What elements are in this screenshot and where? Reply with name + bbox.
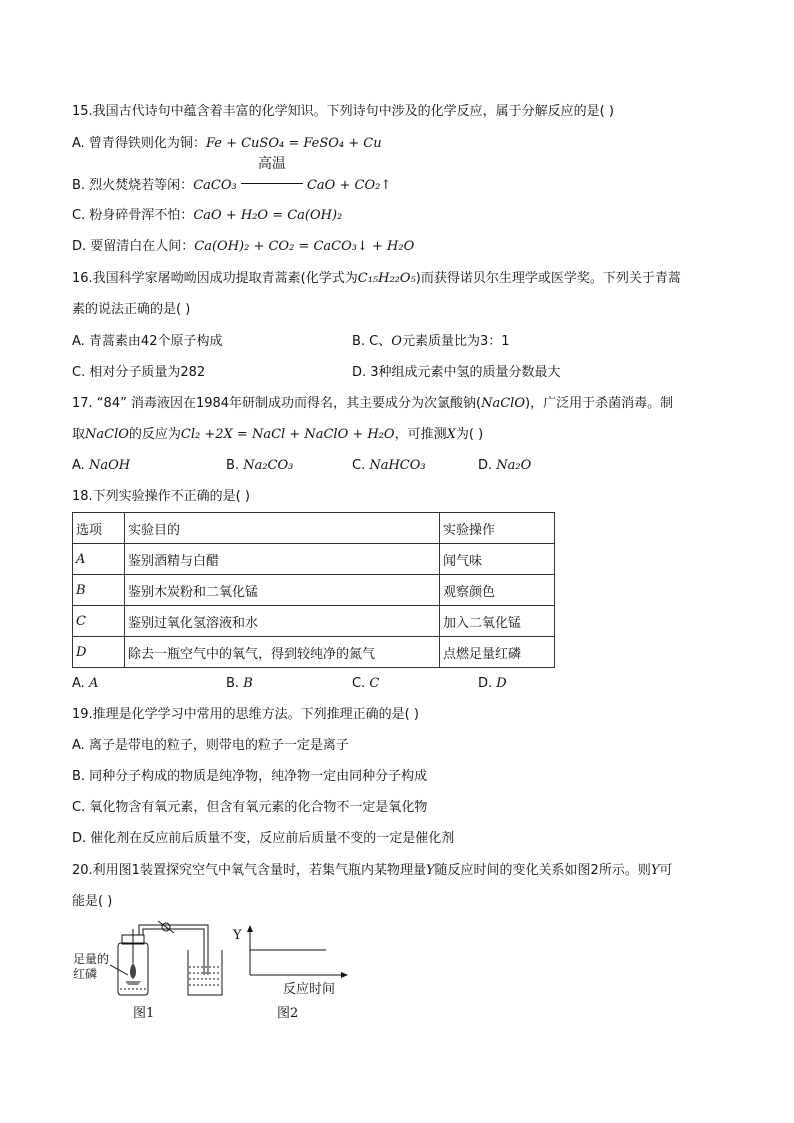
q15-option-d: D. 要留清白在人间：Ca(OH)₂ + CO₂ = CaCO₃↓ + H₂O bbox=[72, 239, 415, 254]
table-header-cell: 选项 bbox=[73, 513, 125, 544]
q17-stem-line1: 17. “84” 消毒液因在1984年研制成功而得名，其主要成分为次氯酸钠(NaClO)，广泛用于杀菌消毒。制 bbox=[72, 396, 674, 411]
figure1-caption: 图1 bbox=[133, 1006, 155, 1021]
q16-option-b: B. C、O元素质量比为3：1 bbox=[352, 334, 510, 349]
q17-option-a: A. NaOH bbox=[72, 458, 131, 473]
q17-option-c: C. NaHCO₃ bbox=[352, 458, 426, 473]
q15-option-c: C. 粉身碎骨浑不怕：CaO + H₂O = Ca(OH)₂ bbox=[72, 208, 343, 223]
table-row bbox=[73, 606, 555, 637]
q20-stem-line2: 能是( ) bbox=[72, 894, 113, 909]
figure1-label: 足量的 红磷 bbox=[73, 952, 110, 981]
q17-option-d: D. Na₂O bbox=[478, 458, 532, 473]
figure2-caption: 图2 bbox=[277, 1006, 299, 1021]
figure2-graph bbox=[230, 925, 350, 985]
table-header-row bbox=[73, 513, 555, 544]
table-cell: 除去一瓶空气中的氧气，得到较纯净的氮气 bbox=[125, 637, 440, 668]
table-cell: C bbox=[73, 606, 125, 637]
flame-icon bbox=[130, 963, 136, 979]
table-cell: 鉴别过氧化氢溶液和水 bbox=[125, 606, 440, 637]
q18-option-d: D. D bbox=[478, 676, 507, 691]
q19-option-a: A. 离子是带电的粒子，则带电的粒子一定是离子 bbox=[72, 738, 349, 753]
table-cell: 点燃足量红磷 bbox=[440, 637, 555, 668]
q18-option-b: B. B bbox=[226, 676, 253, 691]
q18-option-a: A. A bbox=[72, 676, 99, 691]
q16-option-d: D. 3种组成元素中氢的质量分数最大 bbox=[352, 365, 561, 380]
reaction-condition-arrow: 高温 bbox=[241, 171, 303, 189]
q20-stem-line1: 20.利用图1装置探究空气中氧气含量时，若集气瓶内某物理量Y随反应时间的变化关系如图2所示。则Y可 bbox=[72, 863, 673, 878]
q19-option-b: B. 同种分子构成的物质是纯净物，纯净物一定由同种分子构成 bbox=[72, 769, 428, 784]
table-row bbox=[73, 637, 555, 668]
q19-stem: 19.推理是化学学习中常用的思维方法。下列推理正确的是( ) bbox=[72, 707, 419, 722]
table-row bbox=[73, 575, 555, 606]
table-cell: 鉴别酒精与白醋 bbox=[125, 544, 440, 575]
q19-option-d: D. 催化剂在反应前后质量不变，反应前后质量不变的一定是催化剂 bbox=[72, 831, 455, 846]
table-cell: 加入二氧化锰 bbox=[440, 606, 555, 637]
table-cell: D bbox=[73, 637, 125, 668]
figure2-y-axis-label: Y bbox=[233, 928, 242, 943]
q16-option-a: A. 青蒿素由42个原子构成 bbox=[72, 334, 223, 349]
q18-option-c: C. C bbox=[352, 676, 380, 691]
table-cell: 鉴别木炭粉和二氧化锰 bbox=[125, 575, 440, 606]
q15-option-a: A. 曾青得铁则化为铜：Fe + CuSO₄ = FeSO₄ + Cu bbox=[72, 136, 382, 151]
table-row bbox=[73, 544, 555, 575]
table-cell: B bbox=[73, 575, 125, 606]
q19-option-c: C. 氧化物含有氧元素，但含有氧元素的化合物不一定是氧化物 bbox=[72, 800, 428, 815]
q16-option-c: C. 相对分子质量为282 bbox=[72, 365, 206, 380]
q18-table bbox=[72, 512, 555, 668]
figure2-x-axis-label: 反应时间 bbox=[283, 982, 336, 997]
table-cell: 观察颜色 bbox=[440, 575, 555, 606]
table-cell: 闻气味 bbox=[440, 544, 555, 575]
q15-stem: 15.我国古代诗句中蕴含着丰富的化学知识。下列诗句中涉及的化学反应，属于分解反应的是( ) bbox=[72, 104, 614, 119]
q18-stem: 18.下列实验操作不正确的是( ) bbox=[72, 489, 250, 504]
table-header-cell: 实验目的 bbox=[125, 513, 440, 544]
table-cell: A bbox=[73, 544, 125, 575]
q16-stem-line1: 16.我国科学家屠呦呦因成功提取青蒿素(化学式为C₁₅H₂₂O₅)而获得诺贝尔生理学或医学奖。下列关于青蒿 bbox=[72, 271, 681, 286]
table-header-cell: 实验操作 bbox=[440, 513, 555, 544]
q16-stem-line2: 素的说法正确的是( ) bbox=[72, 302, 191, 317]
q17-stem-line2: 取NaClO的反应为Cl₂ +2X = NaCl + NaClO + H₂O，可推测X为( ) bbox=[72, 427, 484, 442]
q17-option-b: B. Na₂CO₃ bbox=[226, 458, 294, 473]
q15-option-b: B. 烈火焚烧若等闲：CaCO₃ 高温 CaO + CO₂↑ bbox=[72, 156, 392, 193]
